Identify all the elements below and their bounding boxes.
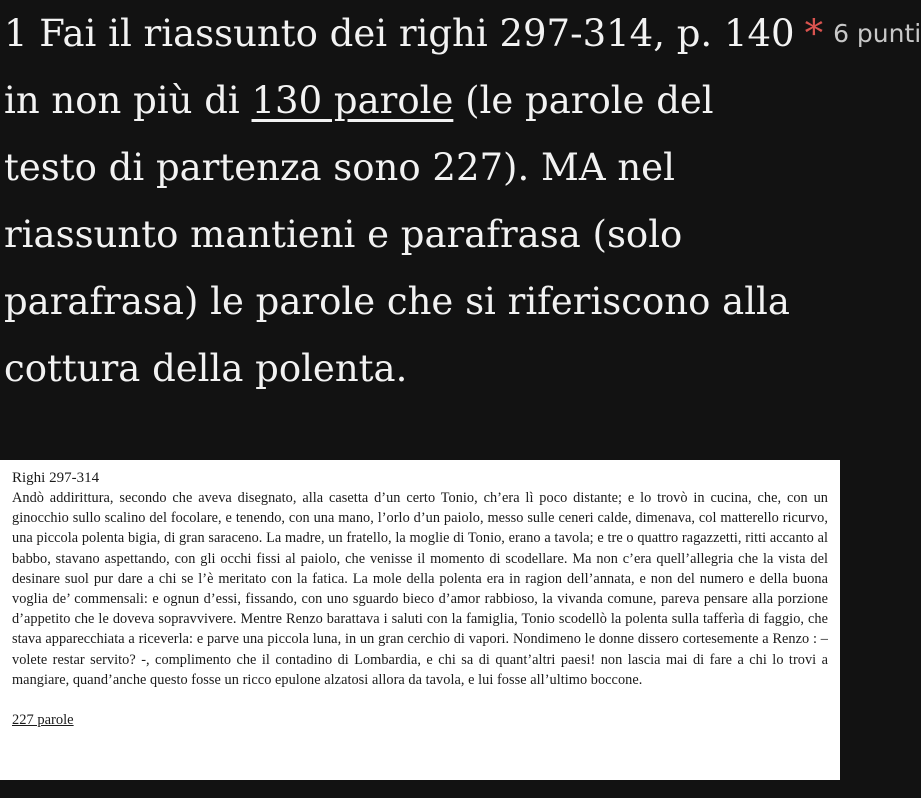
question-line-1 <box>4 0 921 67</box>
question-line-3: testo di partenza sono 227). MA nel <box>4 146 675 189</box>
question-title: 1 Fai il riassunto dei righi 297-314, p. 140 <box>4 12 795 55</box>
question-line-2-rest: (le parole del <box>453 79 714 122</box>
required-marker: * <box>804 12 824 55</box>
question-line-4: riassunto mantieni e parafrasa (solo <box>4 213 683 256</box>
source-text-title: Righi 297-314 <box>12 470 100 486</box>
question-text <box>4 0 921 402</box>
question-line-6: cottura della polenta. <box>4 347 408 390</box>
source-text-image <box>0 460 840 780</box>
question-line-2 <box>4 67 840 134</box>
question-line-5: parafrasa) le parole che si riferiscono alla <box>4 280 790 323</box>
word-limit-underlined: 130 parole <box>251 79 454 122</box>
points-label: 6 punti <box>833 19 921 48</box>
question-line-2-start: in non più di <box>4 79 252 122</box>
word-count-label: 227 parole <box>12 712 74 729</box>
source-text-body: Andò addirittura, secondo che aveva disegnato, alla casetta d’un certo Tonio, ch’era lì poco distante; e lo trovò in cucina, che, con un ginocchio sullo scalino del focolare, e tenendo, con una mano, l’orlo d’un paiolo, messo sulle ceneri calde, dimenava, col matterello ricurvo, una piccola polenta bigia, di gran saraceno. La madre, un fratello, la moglie di Tonio, erano a tavola; e tre o quattro ragazzetti, ritti accanto al babbo, stavano aspettando, con gli occhi fissi al paiolo, che venisse il momento di scodellare. Ma non c’era quell’allegria che la vista del desinare suol pur dare a chi se l’è meritato con la fatica. La mole della polenta era in ragion dell’annata, e non del numero e della buona voglia de’ commensali: e ognun d’essi, fissando, con uno sguardo bieco d’amor rabbioso, la vivanda comune, pareva pensare alla porzione d’appetito che le doveva sopravvivere. Mentre Renzo barattava i saluti con la famiglia, Tonio scodellò la polenta sulla tafferìa di faggio, che stava apparecchiata a riceverla: e parve una piccola luna, in un gran cerchio di vapori. Nondimeno le donne dissero cortesemente a Renzo : – volete restar servito? -, complimento che il contadino di Lombardia, e chi sa di quant’altri paesi! non lascia mai di fare a chi lo trovi a mangiare, quand’anche questo fosse un ricco epulone alzatosi allora da tavola, e lui fosse all’ultimo boccone. <box>12 490 828 688</box>
bottom-background-strip <box>0 780 840 798</box>
